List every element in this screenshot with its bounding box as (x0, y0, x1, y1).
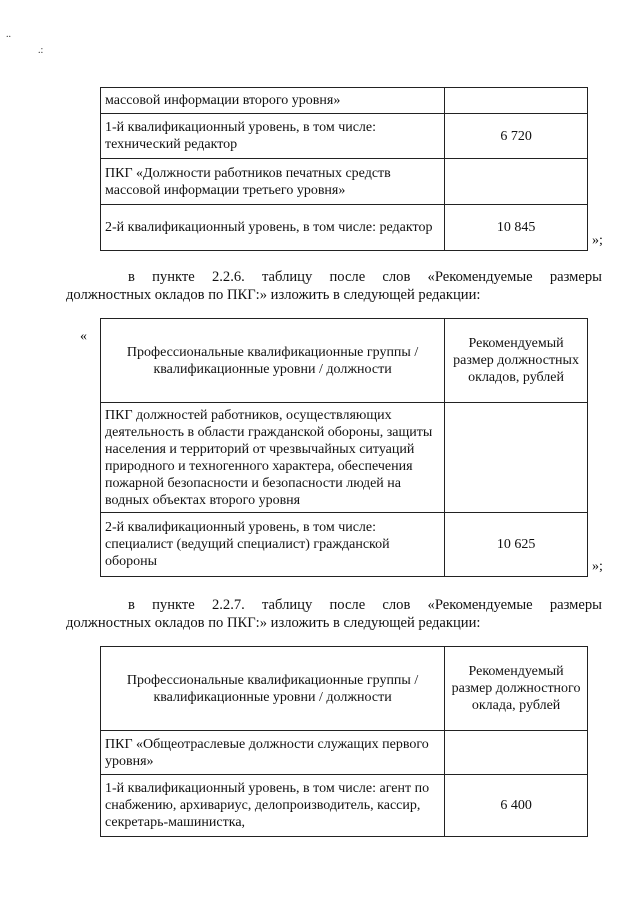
table-row (101, 513, 588, 577)
salary-table-1 (100, 87, 588, 251)
table-row (101, 114, 588, 159)
salary-value (445, 731, 588, 775)
paragraph-line: в пункте 2.2.6. таблицу после слов «Рекомендуемые размеры (128, 269, 602, 285)
column-header: Профессиональные квалификационные группы / квалификационные уровни / должности (101, 319, 445, 403)
position-name: ПКГ «Общеотраслевые должности служащих первого уровня» (101, 731, 445, 775)
table-row (101, 731, 588, 775)
salary-value: 6 400 (445, 775, 588, 837)
salary-value: 10 845 (445, 205, 588, 251)
table-row (101, 205, 588, 251)
salary-table-3 (100, 646, 588, 837)
position-name: 1-й квалификационный уровень, в том числе: технический редактор (101, 114, 445, 159)
scan-mark: .. (6, 29, 11, 40)
closing-quote: »; (592, 233, 603, 248)
scan-mark: .: (38, 45, 44, 56)
salary-value (445, 403, 588, 513)
paragraph-line: должностных окладов по ПКГ:» изложить в следующей редакции: (66, 615, 481, 631)
table-row (101, 88, 588, 114)
salary-value: 6 720 (445, 114, 588, 159)
salary-value: 10 625 (445, 513, 588, 577)
table-row (101, 775, 588, 837)
position-name: 2-й квалификационный уровень, в том числе: редактор (101, 205, 445, 251)
salary-value (445, 159, 588, 205)
table-row (101, 159, 588, 205)
closing-quote: »; (592, 559, 603, 574)
position-name: ПКГ должностей работников, осуществляющих деятельность в области гражданской обороны, защиты населения и территорий от чрезвычайных ситуаций природного и техногенного характера, обеспечения пожарной безопасности и безопасности людей на водных объектах второго уровня (101, 403, 445, 513)
salary-value (445, 88, 588, 114)
opening-quote: « (80, 329, 87, 344)
table-row (101, 403, 588, 513)
position-name: 1-й квалификационный уровень, в том числе: агент по снабжению, архивариус, делопроизводитель, кассир, секретарь-машинистка, (101, 775, 445, 837)
paragraph-line: должностных окладов по ПКГ:» изложить в следующей редакции: (66, 287, 481, 303)
table-header-row (101, 319, 588, 403)
column-header: Рекомендуемый размер должностного оклада, рублей (445, 647, 588, 731)
instruction-paragraph (66, 596, 602, 632)
position-name: ПКГ «Должности работников печатных средств массовой информации третьего уровня» (101, 159, 445, 205)
column-header: Профессиональные квалификационные группы / квалификационные уровни / должности (101, 647, 445, 731)
salary-table-2 (100, 318, 588, 577)
table-header-row (101, 647, 588, 731)
instruction-paragraph (66, 268, 602, 304)
paragraph-line: в пункте 2.2.7. таблицу после слов «Рекомендуемые размеры (128, 597, 602, 613)
position-name: 2-й квалификационный уровень, в том числе: специалист (ведущий специалист) гражданской обороны (101, 513, 445, 577)
column-header: Рекомендуемый размер должностных окладов, рублей (445, 319, 588, 403)
position-name: массовой информации второго уровня» (101, 88, 445, 114)
